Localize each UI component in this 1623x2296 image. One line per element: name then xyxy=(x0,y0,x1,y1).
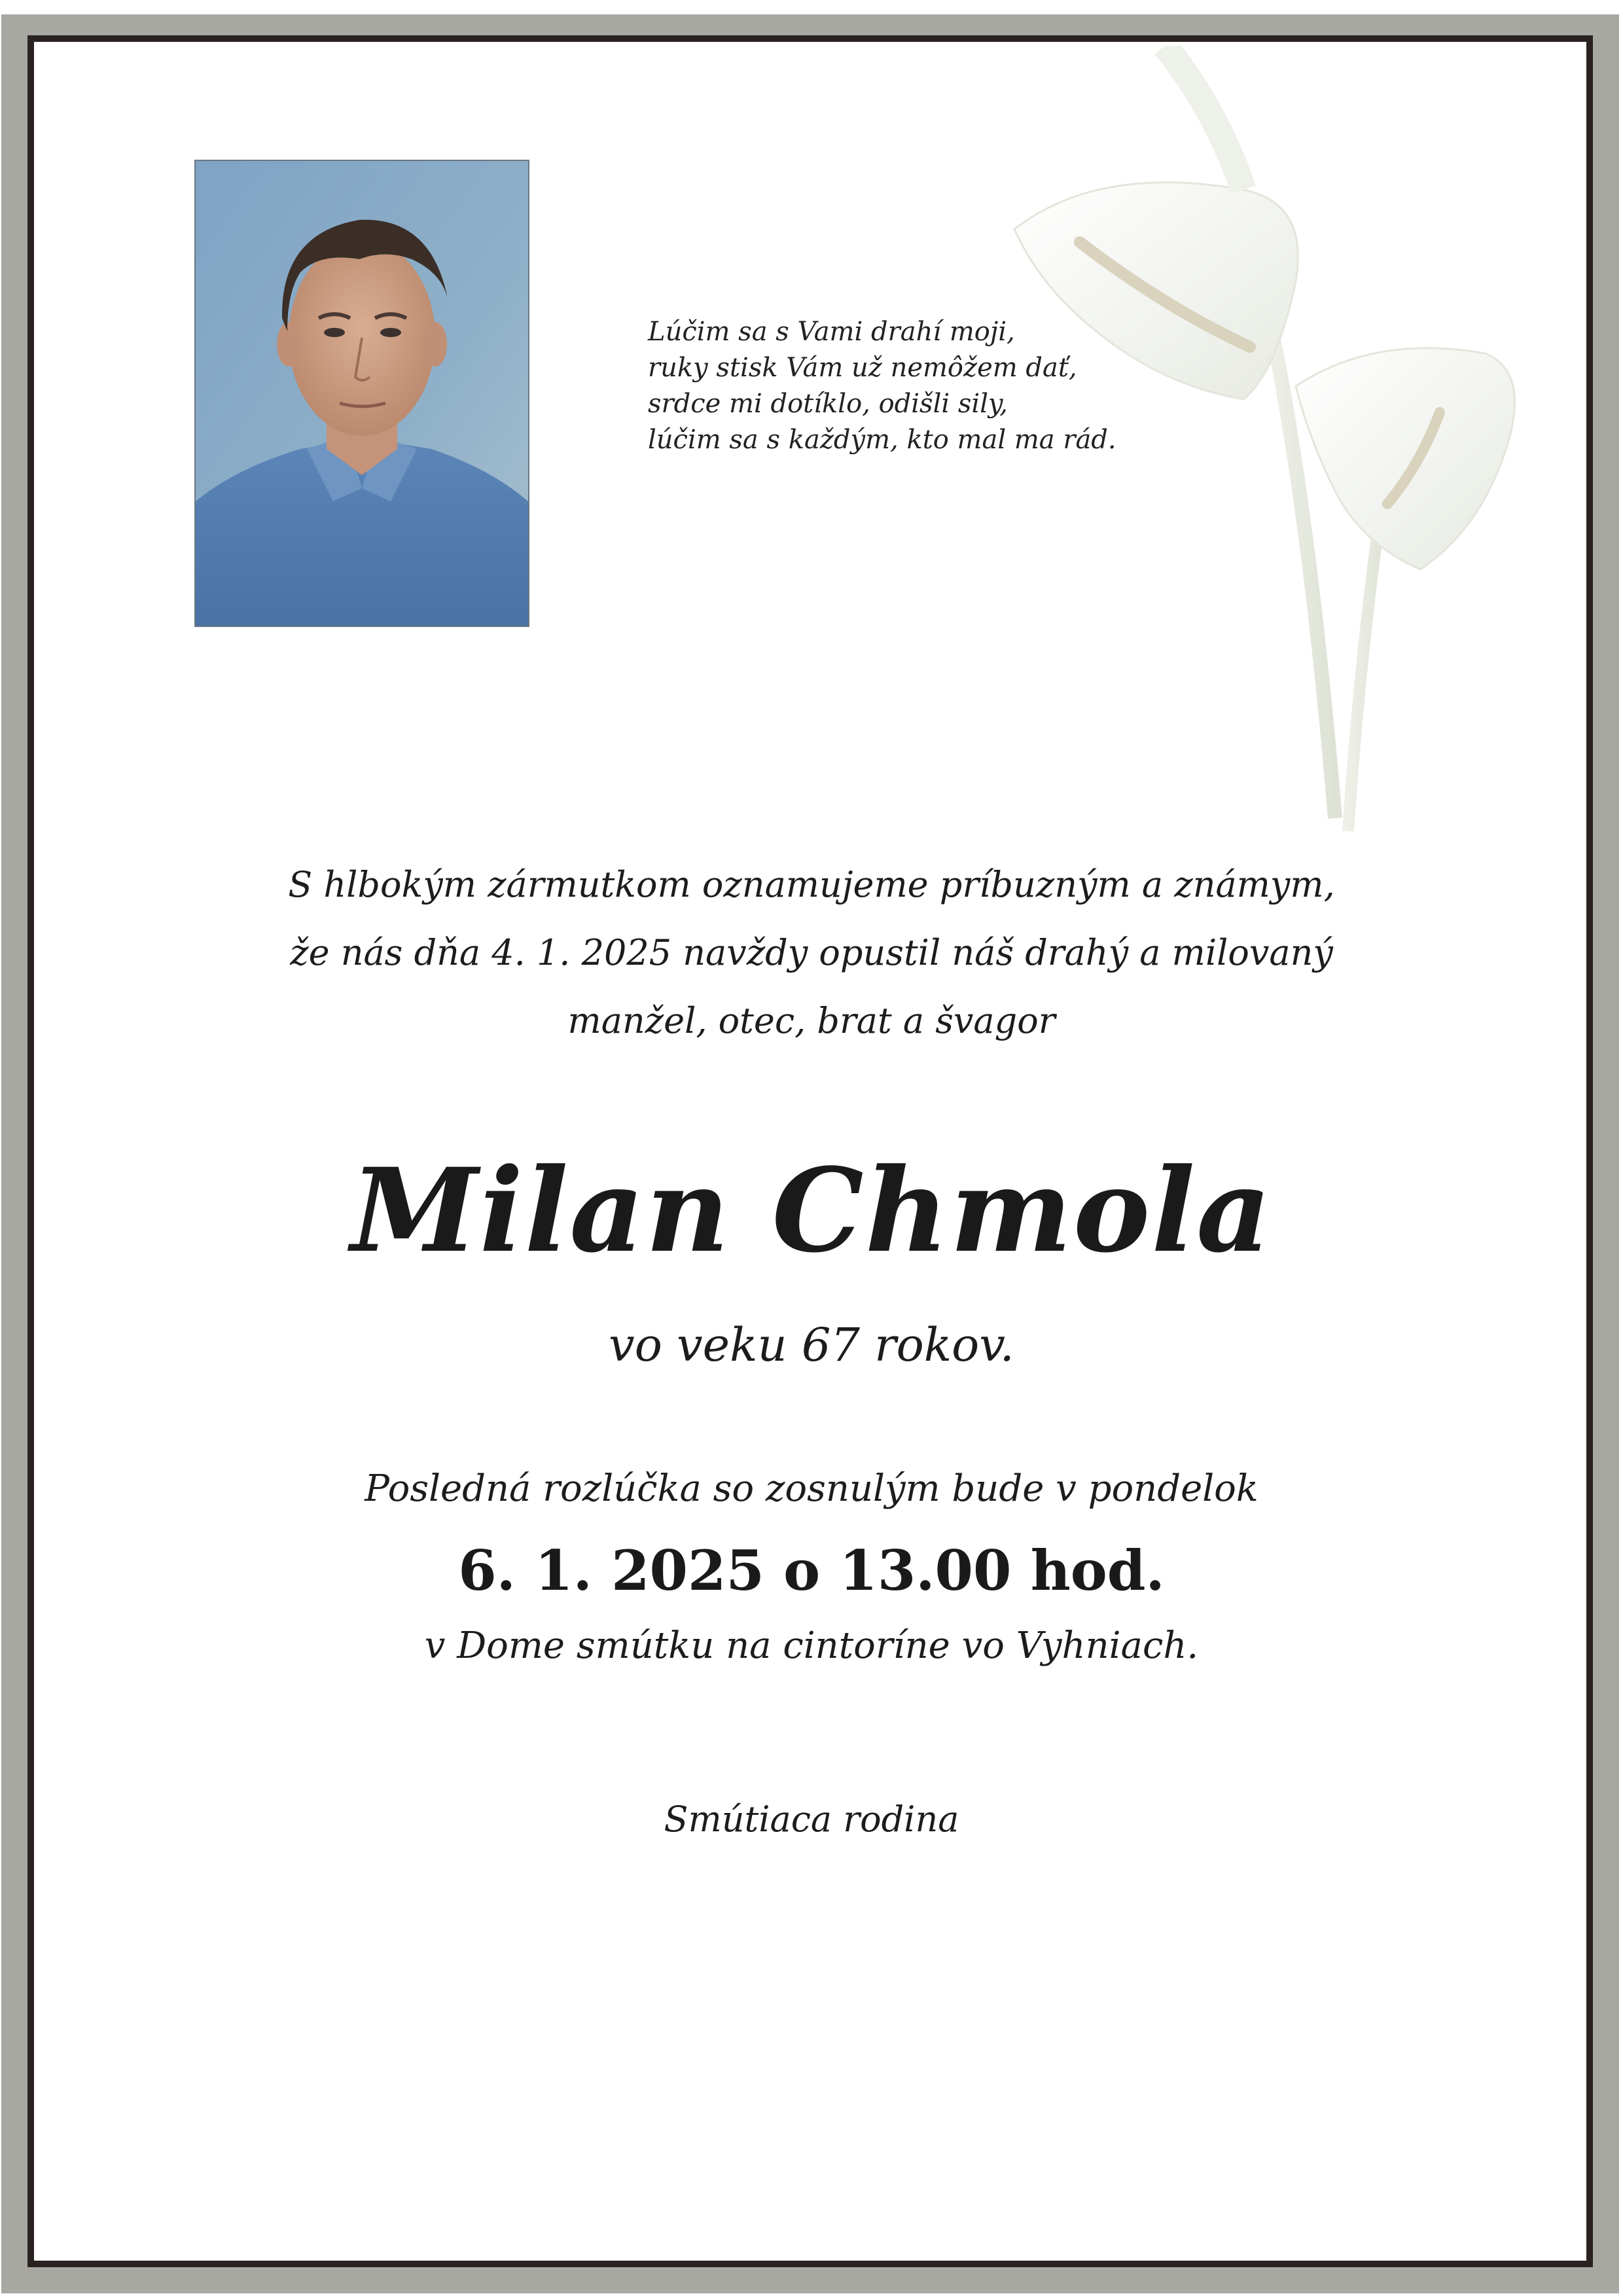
poem-line: Lúčim sa s Vami drahí moji, xyxy=(648,317,1015,347)
poem xyxy=(648,314,1237,458)
calla-lily-illustration xyxy=(969,46,1584,870)
poem-line: srdce mi dotíklo, odišli sily, xyxy=(648,389,1008,419)
funeral-announcement: Posledná rozlúčka so zosnulým bude v pondelok xyxy=(365,1467,1258,1510)
announcement-intro xyxy=(0,851,1623,1055)
family-signature: Smútiaca rodina xyxy=(664,1799,959,1840)
intro-line: S hlbokým zármutkom oznamujeme príbuzným a známym, xyxy=(288,864,1335,905)
funeral-place: v Dome smútku na cintoríne vo Vyhniach. xyxy=(424,1624,1199,1667)
funeral-datetime: 6. 1. 2025 o 13.00 hod. xyxy=(458,1538,1165,1603)
portrait-photo xyxy=(194,160,529,627)
deceased-age: vo veku 67 rokov. xyxy=(609,1318,1014,1372)
intro-line: manžel, otec, brat a švagor xyxy=(567,1000,1056,1041)
poem-line: ruky stisk Vám už nemôžem dať, xyxy=(648,353,1077,383)
portrait-illustration xyxy=(196,161,528,626)
poem-line: lúčim sa s každým, kto mal ma rád. xyxy=(648,425,1116,455)
deceased-name: Milan Chmola xyxy=(350,1143,1273,1278)
intro-line: že nás dňa 4. 1. 2025 navždy opustil náš drahý a milovaný xyxy=(290,932,1333,973)
